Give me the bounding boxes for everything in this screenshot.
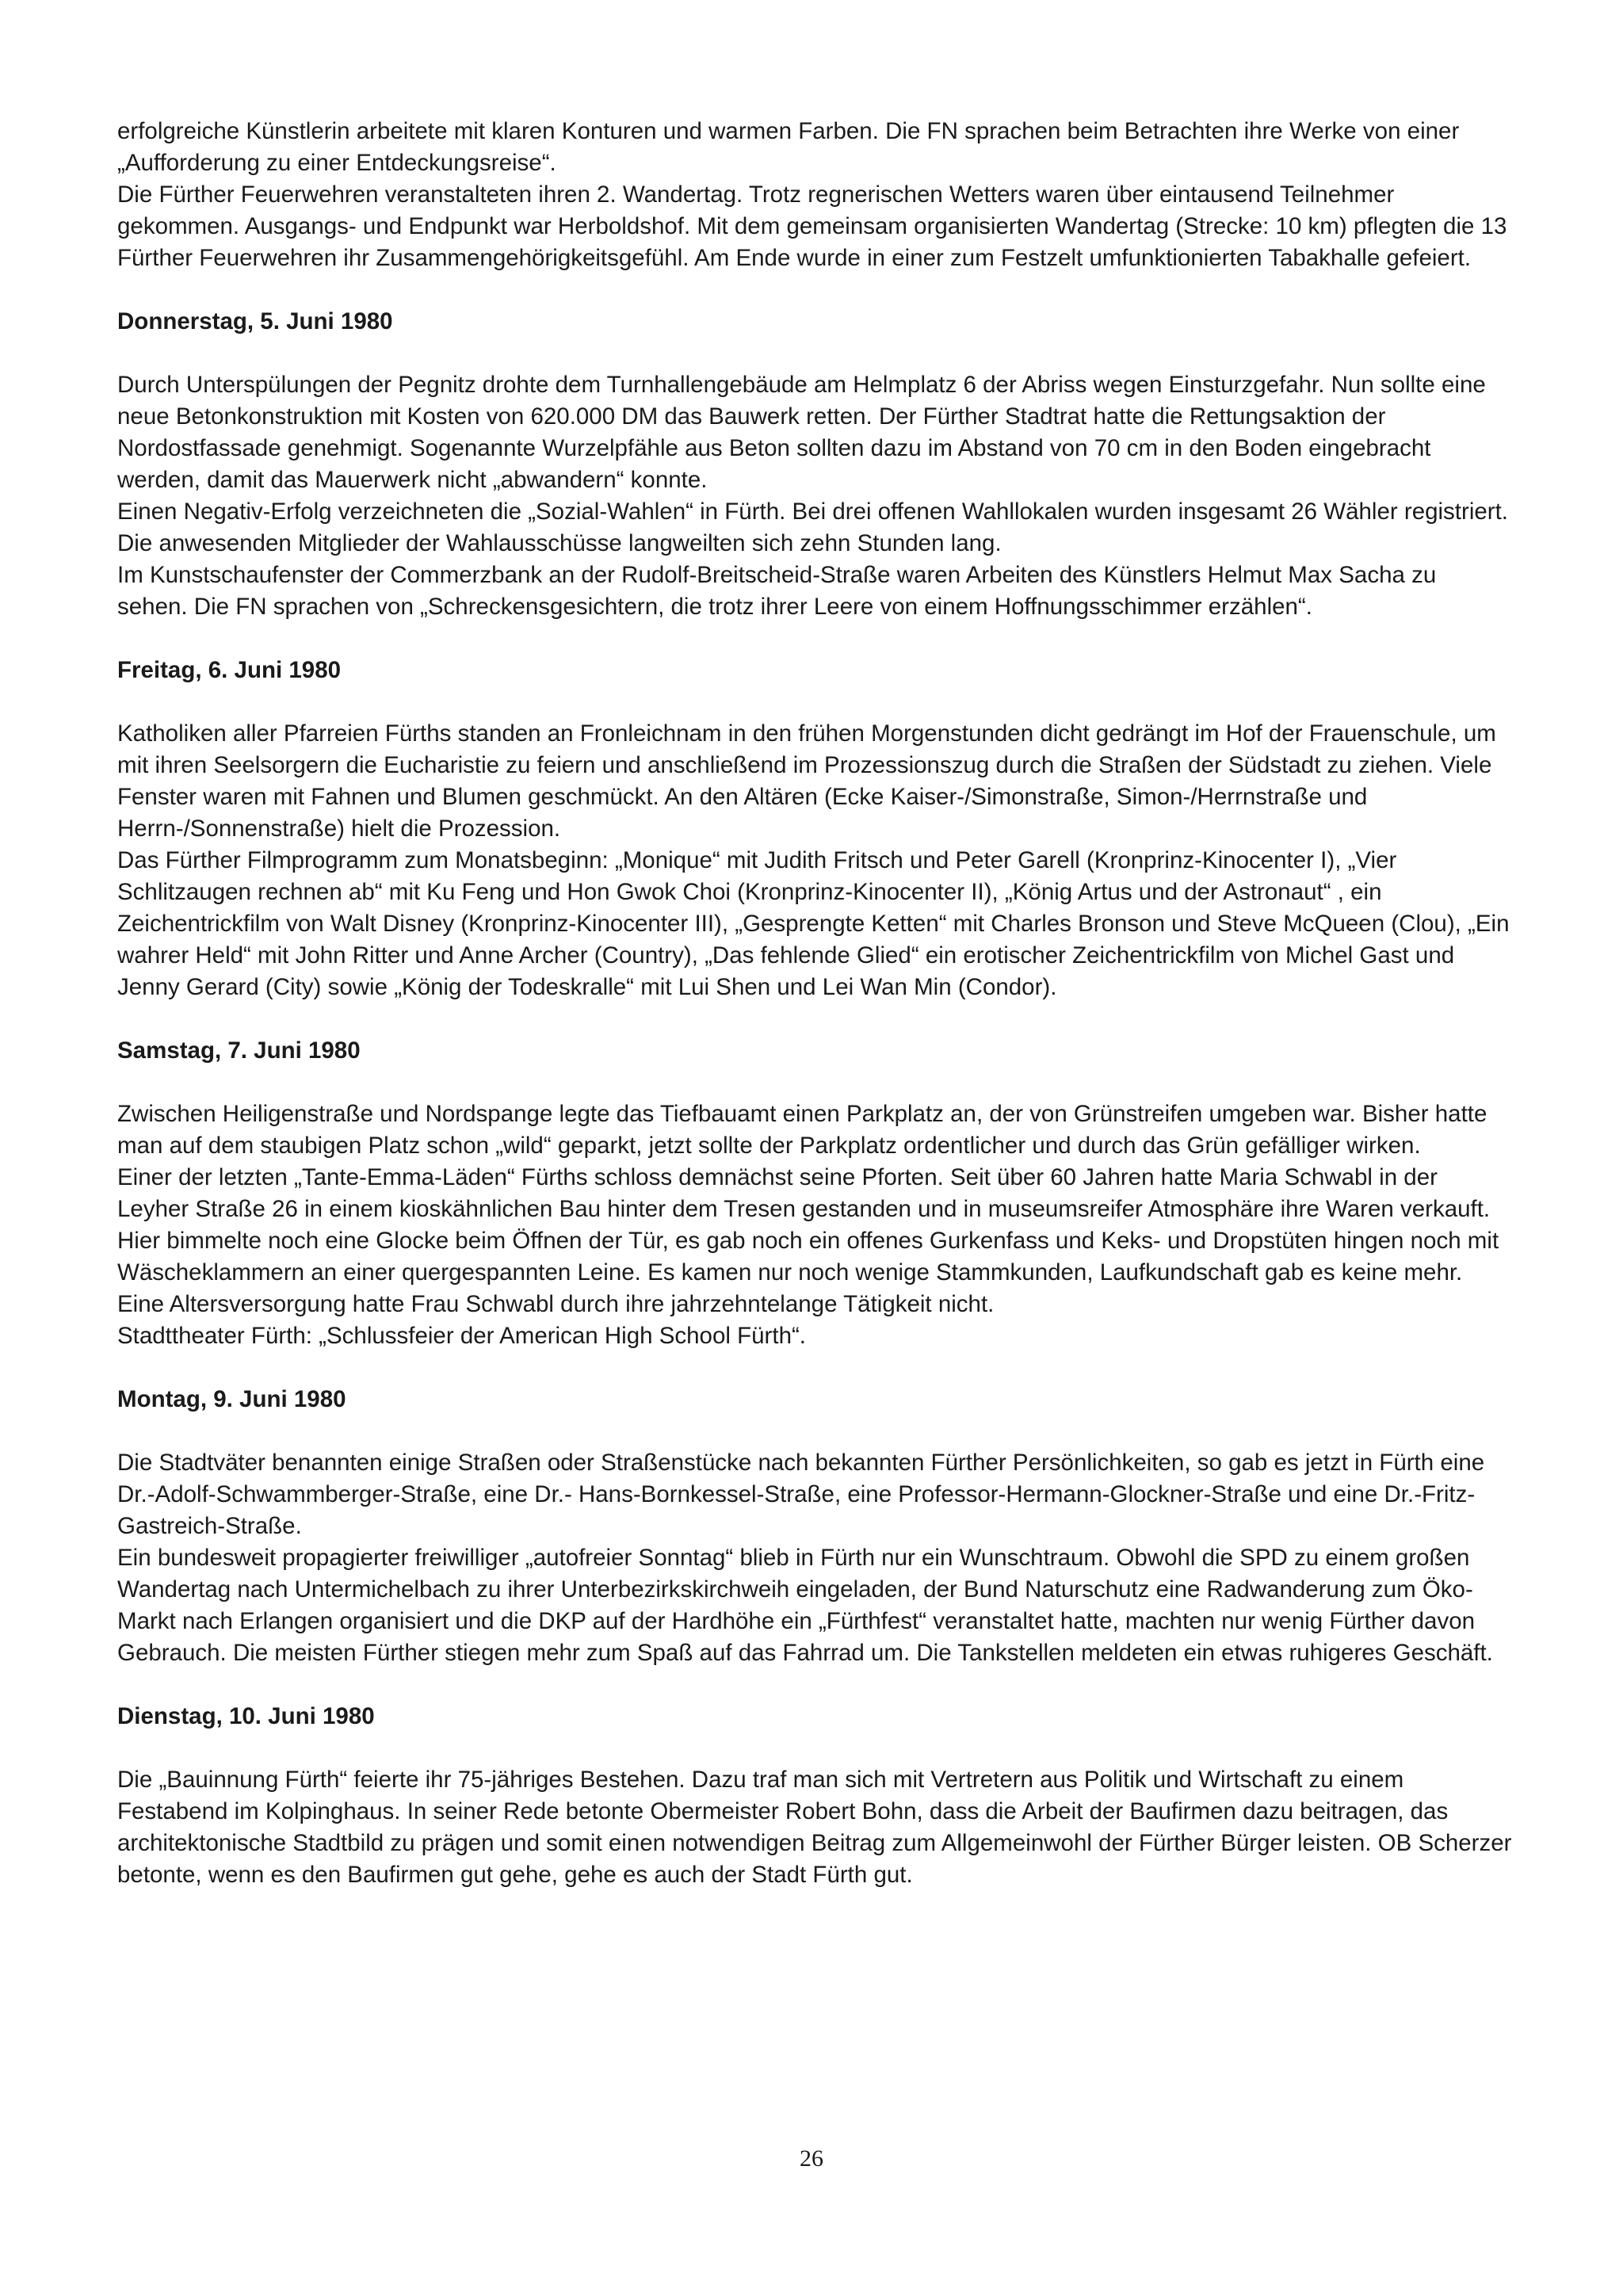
section-paragraph: Im Kunstschaufenster der Commerzbank an der Rudolf-Breitscheid-Straße waren Arbeiten des Künstlers Helmut Max Sacha zu sehen. Die FN sprachen von „Schreckensgesichtern, die trotz ihrer Leere von einem Hoffnungsschimmer erzählen“. [117, 562, 1437, 620]
section-paragraph: Einer der letzten „Tante-Emma-Läden“ Fürths schloss demnächst seine Pforten. Seit über 60 Jahren hatte Maria Schwabl in der Leyher Straße 26 in einem kioskähnlichen Bau hinter dem Tresen gestanden und in museumsreifer Atmosphäre ihre Waren verkauft. Hier bimmelte noch eine Glocke beim Öffnen der Tür, es gab noch ein offenes Gurkenfass und Keks- und Dropstüten hingen noch mit Wäscheklammern an einer quergespannten Leine. Es kamen nur noch wenige Stammkunden, Laufkundschaft gab es keine mehr. Eine Altersversorgung hatte Frau Schwabl durch ihre jahrzehntelange Tätigkeit nicht. [117, 1164, 1499, 1317]
section-heading: Freitag, 6. Juni 1980 [117, 657, 342, 683]
section-heading: Donnerstag, 5. Juni 1980 [117, 308, 393, 334]
intro-paragraph: erfolgreiche Künstlerin arbeitete mit klaren Konturen und warmen Farben. Die FN sprachen beim Betrachten ihre Werke von einer „Aufforderung zu einer Entdeckungsreise“. [117, 118, 1460, 176]
section-paragraph: Einen Negativ-Erfolg verzeichneten die „Sozial-Wahlen“ in Fürth. Bei drei offenen Wahllokalen wurden insgesamt 26 Wähler registriert. Die anwesenden Mitglieder der Wahlausschüsse langweilten sich zehn Stunden lang. [117, 499, 1509, 556]
section-paragraph: Katholiken aller Pfarreien Fürths standen an Fronleichnam in den frühen Morgenstunden dicht gedrängt im Hof der Frauenschule, um mit ihren Seelsorgern die Eucharistie zu feiern und anschließend im Prozessionszug durch die Straßen der Südstadt zu ziehen. Viele Fenster waren mit Fahnen und Blumen geschmückt. An den Altären (Ecke Kaiser-/Simonstraße, Simon-/Herrnstraße und Herrn-/Sonnenstraße) hielt die Prozession. [117, 720, 1496, 842]
intro-paragraph: Die Fürther Feuerwehren veranstalteten ihren 2. Wandertag. Trotz regnerischen Wetters waren über eintausend Teilnehmer gekommen. Ausgangs- und Endpunkt war Herboldshof. Mit dem gemeinsam organisierten Wandertag (Strecke: 10 km) pflegten die 13 Fürther Feuerwehren ihr Zusammengehörigkeitsgefühl. Am Ende wurde in einer zum Festzelt umfunktionierten Tabakhalle gefeiert. [117, 181, 1507, 271]
section-paragraph: Durch Unterspülungen der Pegnitz drohte dem Turnhallengebäude am Helmplatz 6 der Abriss wegen Einsturzgefahr. Nun sollte eine neue Betonkonstruktion mit Kosten von 620.000 DM das Bauwerk retten. Der Fürther Stadtrat hatte die Rettungsaktion der Nordostfassade genehmigt. Sogenannte Wurzelpfähle aus Beton sollten dazu im Abstand von 70 cm in den Boden eingebracht werden, damit das Mauerwerk nicht „abwandern“ konnte. [117, 372, 1486, 493]
section-heading: Montag, 9. Juni 1980 [117, 1386, 346, 1412]
section-dienstag [117, 1701, 1512, 1891]
section-heading: Dienstag, 10. Juni 1980 [117, 1703, 375, 1729]
section-paragraph: Zwischen Heiligenstraße und Nordspange legte das Tiefbauamt einen Parkplatz an, der von Grünstreifen umgeben war. Bisher hatte man auf dem staubigen Platz schon „wild“ geparkt, jetzt sollte der Parkplatz ordentlicher und durch das Grün gefälliger wirken. [117, 1101, 1487, 1159]
page-body [117, 116, 1512, 1891]
section-heading: Samstag, 7. Juni 1980 [117, 1037, 361, 1064]
section-samstag [117, 1035, 1512, 1352]
section-donnerstag [117, 306, 1512, 623]
section-montag [117, 1384, 1512, 1669]
page-number: 26 [800, 2145, 823, 2172]
section-paragraph: Das Fürther Filmprogramm zum Monatsbeginn: „Monique“ mit Judith Fritsch und Peter Garell (Kronprinz-Kinocenter I), „Vier Schlitzaugen rechnen ab“ mit Ku Feng und Hon Gwok Choi (Kronprinz-Kinocenter II), „König Artus und der Astronaut“ , ein Zeichentrickfilm von Walt Disney (Kronprinz-Kinocenter III), „Gesprengte Ketten“ mit Charles Bronson und Steve McQueen (Clou), „Ein wahrer Held“ mit John Ritter und Anne Archer (Country), „Das fehlende Glied“ ein erotischer Zeichentrickfilm von Michel Gast und Jenny Gerard (City) sowie „König der Todeskralle“ mit Lui Shen und Lei Wan Min (Condor). [117, 847, 1510, 1000]
section-paragraph: Ein bundesweit propagierter freiwilliger „autofreier Sonntag“ blieb in Fürth nur ein Wunschtraum. Obwohl die SPD zu einem großen Wandertag nach Untermichelbach zu ihrer Unterbezirkskirchweih eingeladen, der Bund Naturschutz eine Radwanderung zum Öko-Markt nach Erlangen organisiert und die DKP auf der Hardhöhe ein „Fürthfest“ veranstaltet hatte, machten nur wenig Fürther davon Gebrauch. Die meisten Fürther stiegen mehr zum Spaß auf das Fahrrad um. Die Tankstellen meldeten ein etwas ruhigeres Geschäft. [117, 1545, 1493, 1666]
section-paragraph: Die „Bauinnung Fürth“ feierte ihr 75-jähriges Bestehen. Dazu traf man sich mit Vertretern aus Politik und Wirtschaft zu einem Festabend im Kolpinghaus. In seiner Rede betonte Obermeister Robert Bohn, dass die Arbeit der Baufirmen dazu beitragen, das architektonische Stadtbild zu prägen und somit einen notwendigen Beitrag zum Allgemeinwohl der Fürther Bürger leisten. OB Scherzer betonte, wenn es den Baufirmen gut gehe, gehe es auch der Stadt Fürth gut. [117, 1767, 1512, 1888]
section-freitag [117, 655, 1512, 1003]
section-paragraph: Stadttheater Fürth: „Schlussfeier der American High School Fürth“. [117, 1323, 806, 1349]
section-paragraph: Die Stadtväter benannten einige Straßen oder Straßenstücke nach bekannten Fürther Persönlichkeiten, so gab es jetzt in Fürth eine Dr.-Adolf-Schwammberger-Straße, eine Dr.- Hans-Bornkessel-Straße, eine Professor-Hermann-Glockner-Straße und eine Dr.-Fritz-Gastreich-Straße. [117, 1450, 1485, 1539]
